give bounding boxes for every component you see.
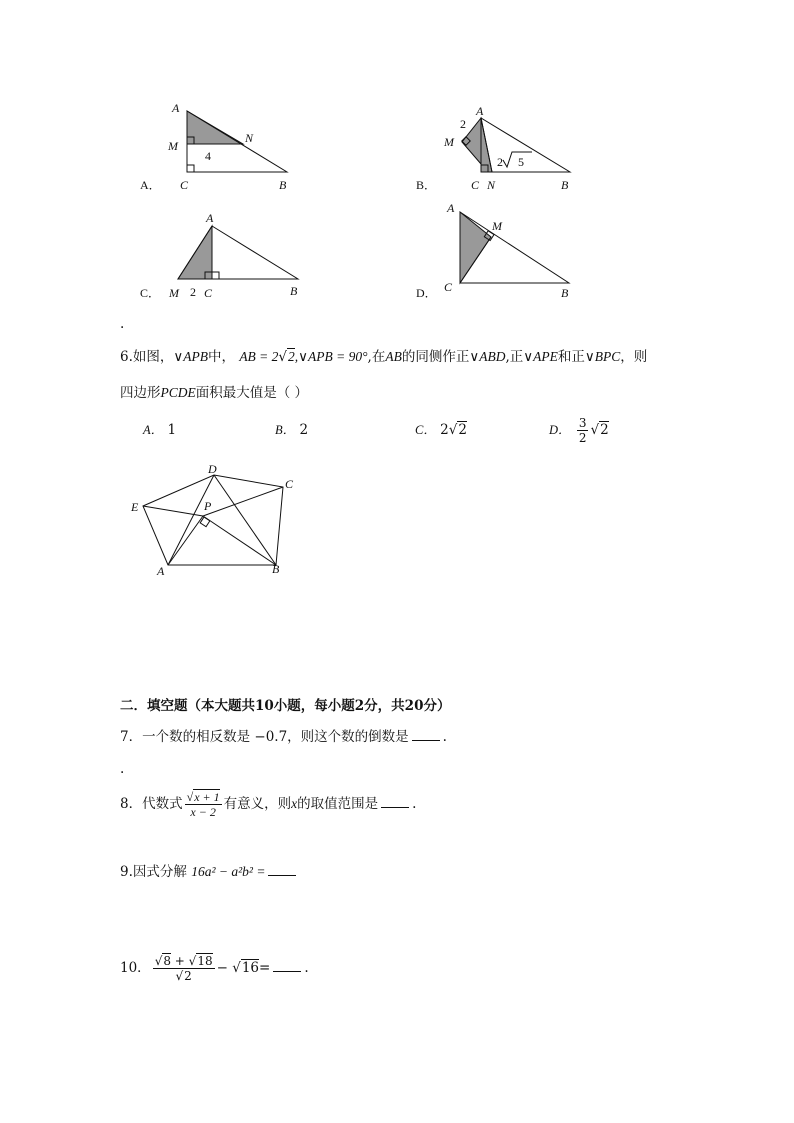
q8-end: . [412, 796, 417, 812]
numerator: √x + 1 [186, 790, 220, 804]
q6-text: 面积最大值是（ ） [195, 385, 309, 401]
question-6-line-2 [120, 384, 308, 402]
option-d-label: D． [416, 286, 437, 300]
option-radicand: 2 [600, 422, 609, 438]
q6-triangle: ∨BPC [584, 349, 621, 364]
q6-quad: PCDE [160, 385, 196, 400]
q6-radicand: 2 [288, 349, 295, 364]
option-value: 1 [167, 422, 177, 438]
label-a: A [476, 104, 484, 118]
figure-c [140, 211, 298, 300]
q6-angle: ,∨APB = 90° [294, 349, 368, 364]
label-m: M [169, 286, 179, 300]
q8-text: 的取值范围是 [297, 796, 379, 812]
numerator: √8 + √18 [154, 954, 213, 968]
label-b: B [561, 178, 569, 192]
q6-text: ，则 [620, 349, 648, 365]
length-label: 5 [518, 155, 524, 169]
length-label: 4 [205, 149, 211, 163]
label-e: E [131, 500, 139, 514]
q6-option-d: D． $\frac{3}{2}$ √2 [549, 416, 609, 445]
question-8 [120, 784, 416, 824]
numerator: 3 [578, 416, 587, 430]
q10-text: 10． [120, 960, 151, 976]
q7-end: . [442, 729, 447, 745]
label-a: A [157, 564, 165, 578]
variable: x [291, 796, 298, 811]
answer-blank[interactable] [412, 728, 440, 741]
q6-option-a [143, 421, 176, 439]
option-value: 2 [440, 422, 449, 438]
q10-end: . [304, 960, 309, 976]
figure-d [416, 201, 569, 300]
question-10: 10． $\frac{√8 + √18}{√2}$ − √16= . [120, 954, 309, 983]
q6-option-b [275, 421, 308, 439]
option-label: B． [275, 423, 296, 437]
figure-b [416, 104, 570, 192]
figure-a [140, 101, 287, 192]
equals-sign: = [259, 960, 271, 976]
q6-text: 的同侧作正 [401, 349, 470, 365]
label-c: C [285, 477, 294, 491]
option-a-label: A． [140, 178, 161, 192]
q7-text: 7．一个数的相反数是 −0.7，则这个数的倒数是 [120, 729, 409, 745]
radicand: 2 [184, 969, 192, 983]
q6-triangle: ∨APE [523, 349, 558, 364]
denominator: 2 [578, 431, 587, 445]
label-n: N [245, 131, 254, 145]
section-2-heading: 二．填空题（本大题共10小题，每小题2分，共20分） [120, 698, 451, 714]
length-label: 2 [497, 155, 503, 169]
label-a: A [447, 201, 455, 215]
radicand: 18 [197, 954, 213, 968]
radicand: 8 [163, 954, 171, 968]
q6-option-c: C． 2√2 [415, 422, 467, 438]
label-c: C [204, 286, 213, 300]
option-label: A． [143, 423, 164, 437]
label-d: D [208, 462, 217, 476]
option-b-label: B． [416, 178, 437, 192]
question-7 [120, 728, 447, 746]
q9-expression: 16a² − a²b² = [191, 864, 266, 879]
label-b: B [290, 284, 298, 298]
radicand: x + 1 [194, 790, 220, 804]
q9-text: 9.因式分解 [120, 864, 187, 880]
separator-dot: . [120, 316, 125, 332]
option-radicand: 2 [458, 422, 467, 438]
option-label: D． [549, 423, 571, 437]
denominator: x − 2 [190, 805, 216, 819]
q6-text: 四边形 [120, 385, 161, 401]
q5-figures [0, 0, 794, 320]
question-9 [120, 863, 299, 881]
q8-text: 8．代数式 [120, 796, 183, 812]
answer-blank[interactable] [268, 863, 296, 876]
q6-text: ,在 [367, 349, 386, 365]
q8-text: 有意义，则 [223, 796, 292, 812]
answer-blank[interactable] [381, 795, 409, 808]
fraction [185, 790, 222, 819]
answer-blank[interactable] [273, 959, 301, 972]
label-n: N [487, 178, 496, 192]
separator-dot: . [120, 761, 125, 777]
label-b: B [272, 562, 280, 576]
label-m: M [168, 139, 178, 153]
q6-text: 中， [208, 349, 236, 365]
label-b: B [561, 286, 569, 300]
label-a: A [172, 101, 180, 115]
radicand: 16 [241, 960, 260, 976]
label-b: B [279, 178, 287, 192]
q6-triangle: ∨APB [173, 349, 209, 364]
length-label: 2 [190, 285, 196, 299]
question-6-line-1: 6.如图，∨APB中， AB = 2√2,∨APB = 90°,在AB的同侧作正∨ABD,正∨APE和正∨BPC，则 [120, 349, 648, 365]
q6-text: 6.如图， [120, 349, 174, 365]
fraction [153, 954, 215, 983]
q6-text: 和正 [557, 349, 585, 365]
q6-ab: AB [385, 349, 402, 364]
length-label: 2 [460, 117, 466, 131]
label-a: A [206, 211, 214, 225]
label-m: M [492, 219, 502, 233]
q6-ab-eq: AB = 2 [239, 349, 279, 364]
label-p: P [204, 499, 212, 513]
option-label: C． [415, 423, 436, 437]
q6-text: ,正 [505, 349, 524, 365]
q6-triangle: ∨ABD [469, 349, 506, 364]
q6-figure [120, 455, 320, 580]
option-value: 2 [299, 422, 309, 438]
label-c: C [444, 280, 453, 294]
label-c: C [180, 178, 189, 192]
label-m: M [444, 135, 454, 149]
label-c: C [471, 178, 480, 192]
minus-sign: − [216, 960, 228, 976]
denominator: √2 [175, 969, 192, 983]
option-c-label: C． [140, 286, 161, 300]
fraction [577, 416, 589, 445]
plus-sign: + [170, 954, 189, 968]
